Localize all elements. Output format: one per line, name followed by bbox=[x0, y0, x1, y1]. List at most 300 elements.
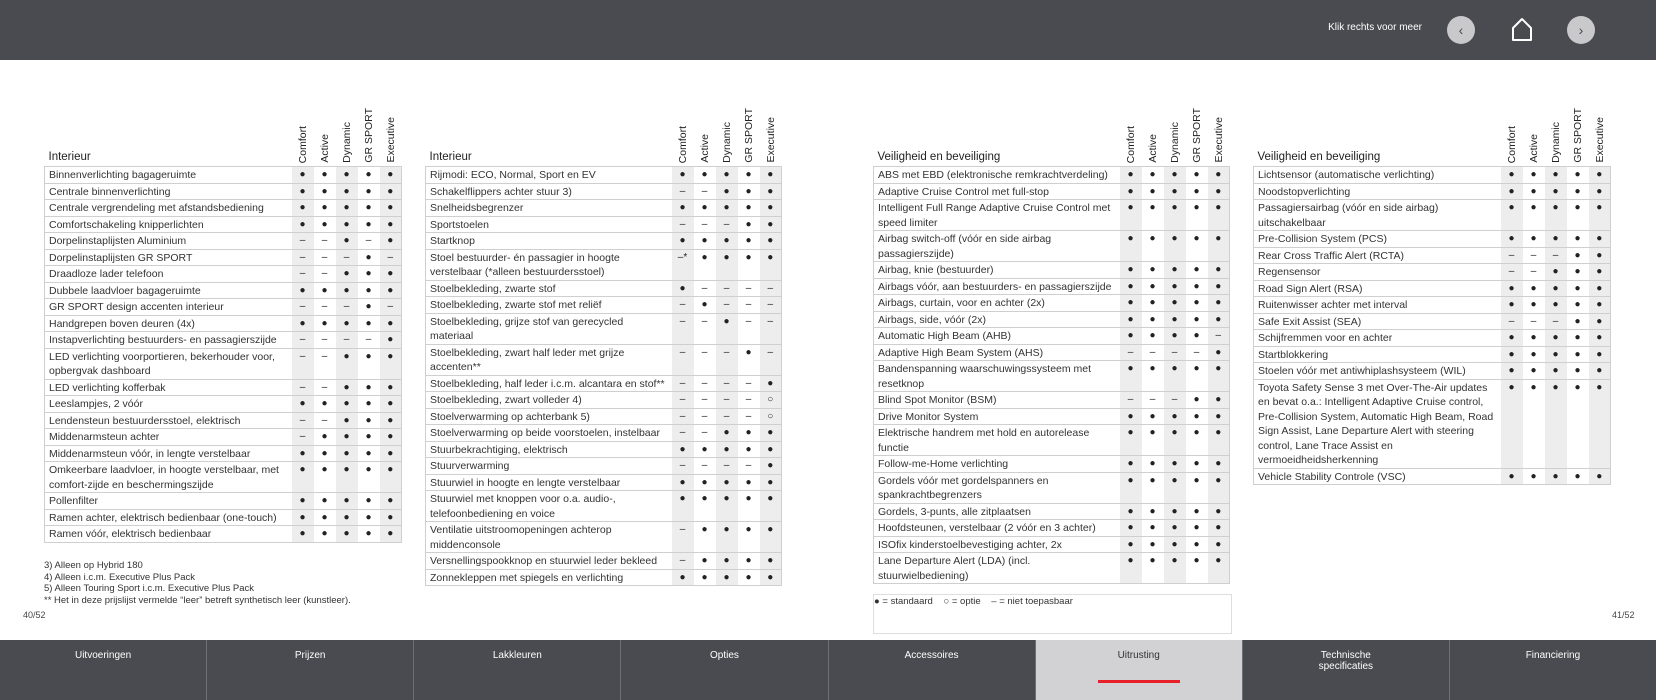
availability-mark: ● bbox=[1567, 346, 1589, 363]
column-header-label: Active bbox=[1146, 134, 1159, 163]
availability-mark: ● bbox=[1208, 311, 1230, 328]
availability-mark: ● bbox=[1186, 503, 1208, 520]
availability-mark: – bbox=[694, 216, 716, 233]
availability-mark: ● bbox=[1567, 313, 1589, 330]
availability-mark: ● bbox=[1545, 468, 1567, 485]
availability-mark: – bbox=[716, 216, 738, 233]
table-row bbox=[874, 262, 1230, 279]
availability-mark: ● bbox=[1142, 311, 1164, 328]
table-panel bbox=[425, 105, 782, 586]
availability-mark: ● bbox=[1208, 200, 1230, 231]
availability-mark: ● bbox=[760, 569, 782, 586]
availability-mark: ● bbox=[1142, 278, 1164, 295]
availability-mark: – bbox=[314, 299, 336, 316]
availability-mark: ● bbox=[292, 315, 314, 332]
availability-mark: ● bbox=[1120, 361, 1142, 392]
availability-mark: ● bbox=[738, 344, 760, 375]
availability-mark: ● bbox=[1142, 520, 1164, 537]
availability-mark: ● bbox=[1164, 295, 1186, 312]
availability-mark: ● bbox=[1164, 408, 1186, 425]
availability-mark: ● bbox=[738, 569, 760, 586]
availability-mark: ● bbox=[380, 233, 402, 250]
availability-mark: ● bbox=[314, 216, 336, 233]
availability-mark: ● bbox=[336, 396, 358, 413]
column-header bbox=[1208, 105, 1230, 167]
feature-label: Stoelbekleding, grijze stof van gerecycled materiaal bbox=[426, 313, 672, 344]
column-header bbox=[1186, 105, 1208, 167]
availability-mark: ● bbox=[380, 379, 402, 396]
availability-mark: ● bbox=[1120, 553, 1142, 584]
legend-not-applicable: – = niet toepasbaar bbox=[991, 596, 1073, 607]
availability-mark: – bbox=[1523, 264, 1545, 281]
availability-mark: – bbox=[694, 375, 716, 392]
tab-uitrusting[interactable]: Uitrusting bbox=[1036, 640, 1243, 700]
availability-mark: ● bbox=[1545, 346, 1567, 363]
column-header bbox=[336, 105, 358, 167]
availability-mark: ● bbox=[314, 445, 336, 462]
feature-label: Stuurwiel in hoogte en lengte verstelbaar bbox=[426, 474, 672, 491]
availability-mark: – bbox=[336, 332, 358, 349]
availability-mark: – bbox=[314, 249, 336, 266]
availability-mark: ● bbox=[760, 249, 782, 280]
feature-label: Schakelflippers achter stuur 3) bbox=[426, 183, 672, 200]
availability-mark: – bbox=[760, 297, 782, 314]
availability-mark: ● bbox=[1567, 330, 1589, 347]
availability-mark: ● bbox=[1208, 278, 1230, 295]
equipment-table bbox=[1253, 105, 1611, 485]
tab-accessoires[interactable]: Accessoires bbox=[829, 640, 1036, 700]
feature-label: ABS met EBD (elektronische remkrachtverdeling) bbox=[874, 167, 1120, 184]
availability-mark: ● bbox=[380, 412, 402, 429]
feature-label: Ramen vóór, elektrisch bedienbaar bbox=[45, 526, 292, 543]
table-row bbox=[45, 249, 402, 266]
availability-mark: ● bbox=[358, 200, 380, 217]
availability-mark: ● bbox=[336, 266, 358, 283]
availability-mark: ● bbox=[1208, 520, 1230, 537]
table-row bbox=[874, 231, 1230, 262]
feature-label: Leeslampjes, 2 vóór bbox=[45, 396, 292, 413]
availability-mark: – bbox=[738, 297, 760, 314]
availability-mark: ● bbox=[358, 216, 380, 233]
availability-mark: ● bbox=[760, 441, 782, 458]
availability-mark: – bbox=[716, 280, 738, 297]
availability-mark: ● bbox=[716, 553, 738, 570]
table-row bbox=[45, 282, 402, 299]
availability-mark: ● bbox=[1164, 328, 1186, 345]
table-row bbox=[1254, 313, 1611, 330]
availability-mark: ● bbox=[1523, 167, 1545, 184]
feature-label: Gordels, 3-punts, alle zitplaatsen bbox=[874, 503, 1120, 520]
availability-mark: ● bbox=[1589, 297, 1611, 314]
feature-label: Rear Cross Traffic Alert (RCTA) bbox=[1254, 247, 1501, 264]
table-row bbox=[426, 425, 782, 442]
feature-label: Airbags, side, vóór (2x) bbox=[874, 311, 1120, 328]
availability-mark: ● bbox=[358, 379, 380, 396]
availability-mark: ● bbox=[1164, 200, 1186, 231]
feature-label: Startblokkering bbox=[1254, 346, 1501, 363]
availability-mark: – bbox=[738, 458, 760, 475]
availability-mark: ● bbox=[1164, 183, 1186, 200]
table-row bbox=[45, 233, 402, 250]
availability-mark: – bbox=[314, 332, 336, 349]
availability-mark: ● bbox=[1523, 297, 1545, 314]
column-header-label: Active bbox=[1527, 134, 1540, 163]
feature-label: Dubbele laadvloer bagageruimte bbox=[45, 282, 292, 299]
availability-mark: – bbox=[672, 553, 694, 570]
availability-mark: ● bbox=[1589, 264, 1611, 281]
column-header bbox=[1567, 105, 1589, 167]
column-header-label: Active bbox=[318, 134, 331, 163]
availability-mark: ● bbox=[336, 282, 358, 299]
availability-mark: ● bbox=[1523, 200, 1545, 231]
feature-label: Handgrepen boven deuren (4x) bbox=[45, 315, 292, 332]
availability-mark: ● bbox=[694, 233, 716, 250]
footnote: ** Het in deze prijslijst vermelde “leer” betreft synthetisch leer (kunstleer). bbox=[44, 594, 351, 606]
table-row bbox=[426, 313, 782, 344]
availability-mark: ● bbox=[336, 200, 358, 217]
availability-mark: ● bbox=[314, 526, 336, 543]
availability-mark: ● bbox=[380, 396, 402, 413]
availability-mark: – bbox=[292, 233, 314, 250]
availability-mark: ● bbox=[1567, 468, 1589, 485]
availability-mark: ● bbox=[1589, 379, 1611, 468]
chevron-right-icon: › bbox=[1578, 22, 1584, 38]
table-row bbox=[874, 392, 1230, 409]
availability-mark: – bbox=[716, 297, 738, 314]
bottom-tab-bar bbox=[0, 640, 1656, 700]
availability-mark: ● bbox=[1567, 264, 1589, 281]
table-row bbox=[874, 278, 1230, 295]
availability-mark: – bbox=[694, 280, 716, 297]
availability-mark: ● bbox=[1142, 183, 1164, 200]
availability-mark: ● bbox=[380, 429, 402, 446]
feature-label: Airbags vóór, aan bestuurders- en passagierszijde bbox=[874, 278, 1120, 295]
availability-mark: ● bbox=[1208, 408, 1230, 425]
availability-mark: ● bbox=[1164, 231, 1186, 262]
feature-label: Lichtsensor (automatische verlichting) bbox=[1254, 167, 1501, 184]
availability-mark: ● bbox=[358, 167, 380, 184]
availability-mark: – bbox=[292, 412, 314, 429]
availability-mark: – bbox=[1501, 264, 1523, 281]
availability-mark: ● bbox=[672, 491, 694, 522]
availability-mark: ● bbox=[1208, 503, 1230, 520]
availability-mark: ● bbox=[672, 233, 694, 250]
feature-label: Elektrische handrem met hold en autorelease functie bbox=[874, 425, 1120, 456]
feature-label: Airbag switch-off (vóór en side airbag passagierszijde) bbox=[874, 231, 1120, 262]
table-row bbox=[1254, 167, 1611, 184]
availability-mark: ● bbox=[1208, 262, 1230, 279]
table-row bbox=[874, 200, 1230, 231]
availability-mark: ● bbox=[1589, 280, 1611, 297]
table-row bbox=[426, 392, 782, 409]
availability-mark: ● bbox=[1164, 278, 1186, 295]
top-bar bbox=[0, 0, 1656, 60]
column-header-label: Comfort bbox=[296, 125, 309, 163]
feature-label: Gordels vóór met gordelspanners en spankrachtbegrenzers bbox=[874, 472, 1120, 503]
availability-mark: ● bbox=[1142, 553, 1164, 584]
tab-prijzen[interactable]: Prijzen bbox=[207, 640, 414, 700]
tab-financiering[interactable]: Financiering bbox=[1525, 650, 1581, 661]
availability-mark: – bbox=[672, 313, 694, 344]
next-page-button[interactable] bbox=[1567, 16, 1595, 44]
availability-mark: ● bbox=[336, 233, 358, 250]
availability-mark: – bbox=[738, 280, 760, 297]
tab-opties[interactable]: Opties bbox=[621, 640, 828, 700]
table-row bbox=[1254, 379, 1611, 468]
availability-mark: ● bbox=[1589, 200, 1611, 231]
availability-mark: ● bbox=[694, 441, 716, 458]
table-row bbox=[1254, 346, 1611, 363]
table-panel bbox=[44, 105, 402, 543]
availability-mark: ● bbox=[358, 266, 380, 283]
availability-mark: ● bbox=[760, 553, 782, 570]
feature-label: LED verlichting voorportieren, bekerhouder voor, opbergvak dashboard bbox=[45, 348, 292, 379]
tab-label: Technische specificaties bbox=[1318, 650, 1374, 672]
availability-mark: ● bbox=[314, 493, 336, 510]
availability-mark: ● bbox=[1545, 363, 1567, 380]
availability-mark: – bbox=[336, 249, 358, 266]
availability-mark: ● bbox=[672, 441, 694, 458]
availability-mark: ● bbox=[1523, 231, 1545, 248]
availability-mark: ● bbox=[1545, 264, 1567, 281]
availability-mark: ● bbox=[1545, 297, 1567, 314]
availability-mark: – bbox=[1120, 344, 1142, 361]
availability-mark: ● bbox=[1501, 346, 1523, 363]
table-row bbox=[1254, 363, 1611, 380]
availability-mark: ● bbox=[738, 200, 760, 217]
availability-mark: ● bbox=[1208, 472, 1230, 503]
availability-mark: ● bbox=[336, 183, 358, 200]
availability-mark: – bbox=[358, 233, 380, 250]
availability-mark: ● bbox=[738, 522, 760, 553]
feature-label: Airbags, curtain, voor en achter (2x) bbox=[874, 295, 1120, 312]
section-title: Veiligheid en beveiliging bbox=[877, 151, 1001, 163]
table-row bbox=[426, 569, 782, 586]
availability-mark: ● bbox=[1142, 472, 1164, 503]
feature-label: Instapverlichting bestuurders- en passagierszijde bbox=[45, 332, 292, 349]
availability-mark: ● bbox=[672, 474, 694, 491]
footnote: 5) Alleen Touring Sport i.c.m. Executive Plus Pack bbox=[44, 583, 254, 594]
feature-label: Adaptive Cruise Control met full-stop bbox=[874, 183, 1120, 200]
feature-label: Startknop bbox=[426, 233, 672, 250]
availability-mark: ● bbox=[336, 315, 358, 332]
availability-mark: ● bbox=[1545, 280, 1567, 297]
table-row bbox=[874, 553, 1230, 584]
availability-mark: ● bbox=[380, 348, 402, 379]
availability-mark: ● bbox=[1142, 536, 1164, 553]
availability-mark: ● bbox=[1142, 295, 1164, 312]
availability-mark: ● bbox=[760, 233, 782, 250]
tab-uitvoeringen[interactable]: Uitvoeringen bbox=[0, 640, 207, 700]
availability-mark: ● bbox=[1589, 313, 1611, 330]
column-header-label: Dynamic bbox=[1168, 122, 1181, 163]
feature-label: Pollenfilter bbox=[45, 493, 292, 510]
availability-mark: – bbox=[1523, 313, 1545, 330]
availability-mark: ● bbox=[336, 216, 358, 233]
feature-label: Pre-Collision System (PCS) bbox=[1254, 231, 1501, 248]
availability-mark: ● bbox=[1208, 231, 1230, 262]
availability-mark: ● bbox=[1164, 311, 1186, 328]
availability-mark: ● bbox=[1186, 167, 1208, 184]
column-header bbox=[1164, 105, 1186, 167]
availability-mark: ● bbox=[1120, 311, 1142, 328]
table-row bbox=[45, 412, 402, 429]
column-header-label: Dynamic bbox=[1549, 122, 1562, 163]
availability-mark: ● bbox=[738, 233, 760, 250]
feature-label: Toyota Safety Sense 3 met Over-The-Air updates en bevat o.a.: Intelligent Adaptive Cruise control, Pre-Collision System, Automatic High Beam, Road Sign Assist, Lane Departure Alert with steering control, Lane Trace Assist en vermoeidheidsherkenning bbox=[1254, 379, 1501, 468]
table-row bbox=[426, 408, 782, 425]
table-row bbox=[45, 493, 402, 510]
availability-mark: ● bbox=[738, 183, 760, 200]
feature-label: Zonnekleppen met spiegels en verlichting bbox=[426, 569, 672, 586]
availability-mark: – bbox=[760, 344, 782, 375]
availability-mark: ● bbox=[1567, 363, 1589, 380]
availability-mark: ● bbox=[1120, 472, 1142, 503]
table-row bbox=[45, 509, 402, 526]
availability-mark: – bbox=[1186, 344, 1208, 361]
column-header bbox=[292, 105, 314, 167]
table-row bbox=[426, 233, 782, 250]
availability-mark: ● bbox=[672, 280, 694, 297]
availability-mark: – bbox=[716, 458, 738, 475]
column-header-label: Executive bbox=[384, 117, 397, 163]
availability-mark: ● bbox=[1142, 262, 1164, 279]
table-row bbox=[874, 536, 1230, 553]
availability-mark: ● bbox=[1186, 456, 1208, 473]
availability-mark: – bbox=[672, 216, 694, 233]
availability-mark: ● bbox=[1589, 231, 1611, 248]
availability-mark: ● bbox=[1120, 503, 1142, 520]
availability-mark: – bbox=[1142, 392, 1164, 409]
availability-mark: ● bbox=[314, 429, 336, 446]
table-row bbox=[45, 167, 402, 184]
availability-mark: ● bbox=[1567, 247, 1589, 264]
availability-mark: ● bbox=[380, 282, 402, 299]
prev-page-button[interactable] bbox=[1447, 16, 1475, 44]
section-title: Interieur bbox=[48, 151, 91, 163]
feature-label: Automatic High Beam (AHB) bbox=[874, 328, 1120, 345]
table-row bbox=[874, 344, 1230, 361]
availability-mark: – bbox=[738, 392, 760, 409]
table-row bbox=[874, 472, 1230, 503]
availability-mark: ● bbox=[716, 183, 738, 200]
equipment-table bbox=[425, 105, 782, 586]
column-header-label: Active bbox=[698, 134, 711, 163]
home-icon[interactable] bbox=[1510, 16, 1534, 42]
availability-mark: ● bbox=[716, 491, 738, 522]
availability-mark: ● bbox=[1164, 425, 1186, 456]
availability-mark: ● bbox=[1208, 553, 1230, 584]
table-row bbox=[1254, 264, 1611, 281]
availability-mark: – bbox=[1120, 392, 1142, 409]
availability-mark: ● bbox=[1164, 167, 1186, 184]
table-row bbox=[426, 458, 782, 475]
availability-mark: – bbox=[716, 344, 738, 375]
availability-mark: ● bbox=[1501, 231, 1523, 248]
section-title: Veiligheid en beveiliging bbox=[1257, 151, 1381, 163]
availability-mark: ● bbox=[694, 200, 716, 217]
availability-mark: ● bbox=[1142, 503, 1164, 520]
availability-mark: ● bbox=[292, 200, 314, 217]
availability-mark: ● bbox=[358, 282, 380, 299]
feature-label: Intelligent Full Range Adaptive Cruise Control met speed limiter bbox=[874, 200, 1120, 231]
availability-mark: ● bbox=[1567, 280, 1589, 297]
availability-mark: ● bbox=[694, 491, 716, 522]
table-panel bbox=[873, 105, 1230, 584]
table-row bbox=[45, 183, 402, 200]
table-row bbox=[45, 315, 402, 332]
availability-mark: ● bbox=[1142, 328, 1164, 345]
column-header-label: Dynamic bbox=[340, 122, 353, 163]
availability-mark: ● bbox=[1589, 330, 1611, 347]
feature-label: Stuurverwarming bbox=[426, 458, 672, 475]
availability-mark: ● bbox=[380, 315, 402, 332]
feature-label: Stoelbekleding, zwarte stof met reliëf bbox=[426, 297, 672, 314]
table-row bbox=[1254, 280, 1611, 297]
availability-mark: – bbox=[738, 375, 760, 392]
availability-mark: ● bbox=[716, 474, 738, 491]
availability-mark: – bbox=[760, 280, 782, 297]
column-header bbox=[1501, 105, 1523, 167]
table-row bbox=[426, 249, 782, 280]
column-header-label: Executive bbox=[1212, 117, 1225, 163]
table-row bbox=[426, 553, 782, 570]
footnote: 4) Alleen i.c.m. Executive Plus Pack bbox=[44, 571, 196, 583]
tab-technische-specificaties[interactable] bbox=[1243, 640, 1450, 700]
availability-mark: ● bbox=[1208, 392, 1230, 409]
availability-mark: ● bbox=[336, 462, 358, 493]
feature-label: Airbag, knie (bestuurder) bbox=[874, 262, 1120, 279]
availability-mark: ● bbox=[358, 412, 380, 429]
availability-mark: ● bbox=[738, 249, 760, 280]
feature-label: Rijmodi: ECO, Normal, Sport en EV bbox=[426, 167, 672, 184]
feature-label: Bandenspanning waarschuwingssysteem met resetknop bbox=[874, 361, 1120, 392]
column-header bbox=[1589, 105, 1611, 167]
availability-mark: ● bbox=[1208, 425, 1230, 456]
availability-mark: ● bbox=[716, 425, 738, 442]
availability-mark: – bbox=[694, 344, 716, 375]
availability-mark: ● bbox=[760, 474, 782, 491]
availability-mark: – bbox=[672, 183, 694, 200]
table-row bbox=[874, 361, 1230, 392]
feature-label: Stoelbekleding, zwart volleder 4) bbox=[426, 392, 672, 409]
availability-mark: – bbox=[1501, 247, 1523, 264]
equipment-table bbox=[873, 105, 1230, 584]
availability-mark: ● bbox=[358, 526, 380, 543]
availability-mark: ● bbox=[1120, 200, 1142, 231]
availability-mark: ● bbox=[1186, 183, 1208, 200]
availability-mark: ● bbox=[1208, 536, 1230, 553]
availability-mark: ● bbox=[1523, 379, 1545, 468]
more-hint: Klik rechts voor meer bbox=[1328, 22, 1422, 33]
table-row bbox=[426, 280, 782, 297]
column-header bbox=[672, 105, 694, 167]
table-row bbox=[1254, 183, 1611, 200]
table-row bbox=[426, 183, 782, 200]
availability-mark: ● bbox=[760, 522, 782, 553]
availability-mark: ● bbox=[716, 313, 738, 344]
availability-mark: ● bbox=[1567, 231, 1589, 248]
column-header bbox=[716, 105, 738, 167]
table-row bbox=[45, 266, 402, 283]
table-row bbox=[874, 408, 1230, 425]
feature-label: Safe Exit Assist (SEA) bbox=[1254, 313, 1501, 330]
table-row bbox=[1254, 468, 1611, 485]
feature-label: Follow-me-Home verlichting bbox=[874, 456, 1120, 473]
column-header bbox=[1142, 105, 1164, 167]
tab-lakkleuren[interactable]: Lakkleuren bbox=[414, 640, 621, 700]
feature-label: Vehicle Stability Controle (VSC) bbox=[1254, 468, 1501, 485]
